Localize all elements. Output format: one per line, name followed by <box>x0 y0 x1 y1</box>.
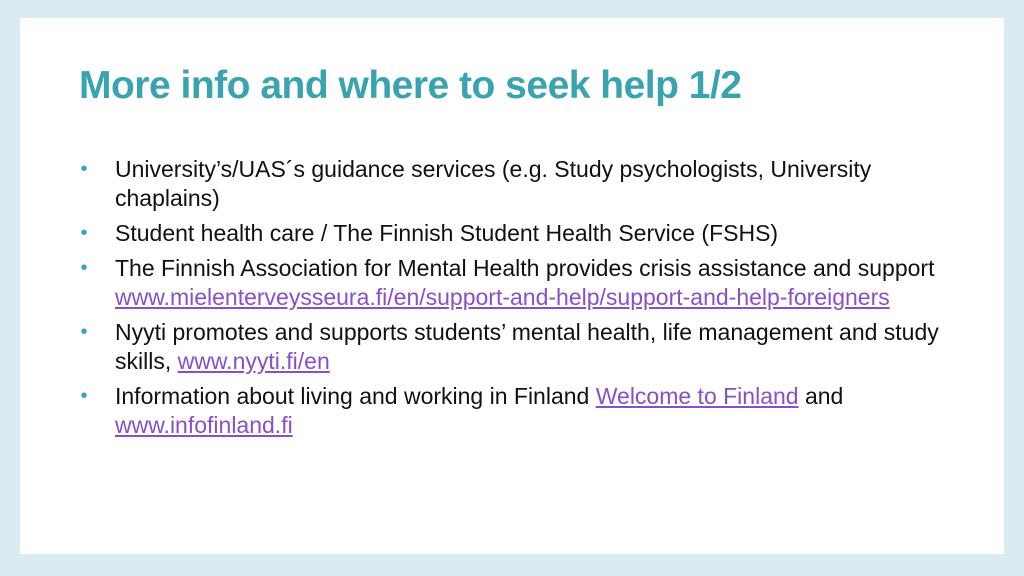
bullet-item-living-in-finland <box>77 382 977 440</box>
bullet-icon: • <box>80 321 88 343</box>
slide <box>20 18 1004 554</box>
nyyti-link[interactable]: www.nyyti.fi/en <box>177 348 330 374</box>
bullet-text: Student health care / The Finnish Student Health Service (FSHS) <box>115 220 779 246</box>
bullet-icon: • <box>80 222 88 244</box>
mielenterveysseura-link[interactable]: www.mielenterveysseura.fi/en/support-and-help/support-and-help-foreigners <box>115 284 890 310</box>
bullet-text-connector: and <box>798 383 844 409</box>
bullet-item-mental-health-association <box>77 254 977 312</box>
bullet-item-nyyti <box>77 318 977 376</box>
bullet-icon: • <box>80 158 88 180</box>
bullet-text: Information about living and working in Finland <box>115 383 596 409</box>
bullet-text: Nyyti promotes and supports students’ mental health, life management and study skills, <box>115 319 939 374</box>
bullet-text: The Finnish Association for Mental Health provides crisis assistance and support <box>115 255 935 281</box>
infofinland-link[interactable]: www.infofinland.fi <box>115 412 293 438</box>
bullet-item-guidance-services <box>77 155 977 213</box>
bullet-list <box>77 155 977 446</box>
bullet-text: University’s/UAS´s guidance services (e.g. Study psychologists, University chaplains) <box>115 156 872 211</box>
bullet-icon: • <box>80 385 88 407</box>
welcome-to-finland-link[interactable]: Welcome to Finland <box>595 383 799 409</box>
bullet-icon: • <box>80 257 88 279</box>
slide-title: More info and where to seek help 1/2 <box>79 64 742 107</box>
bullet-item-student-health-care <box>77 219 977 248</box>
